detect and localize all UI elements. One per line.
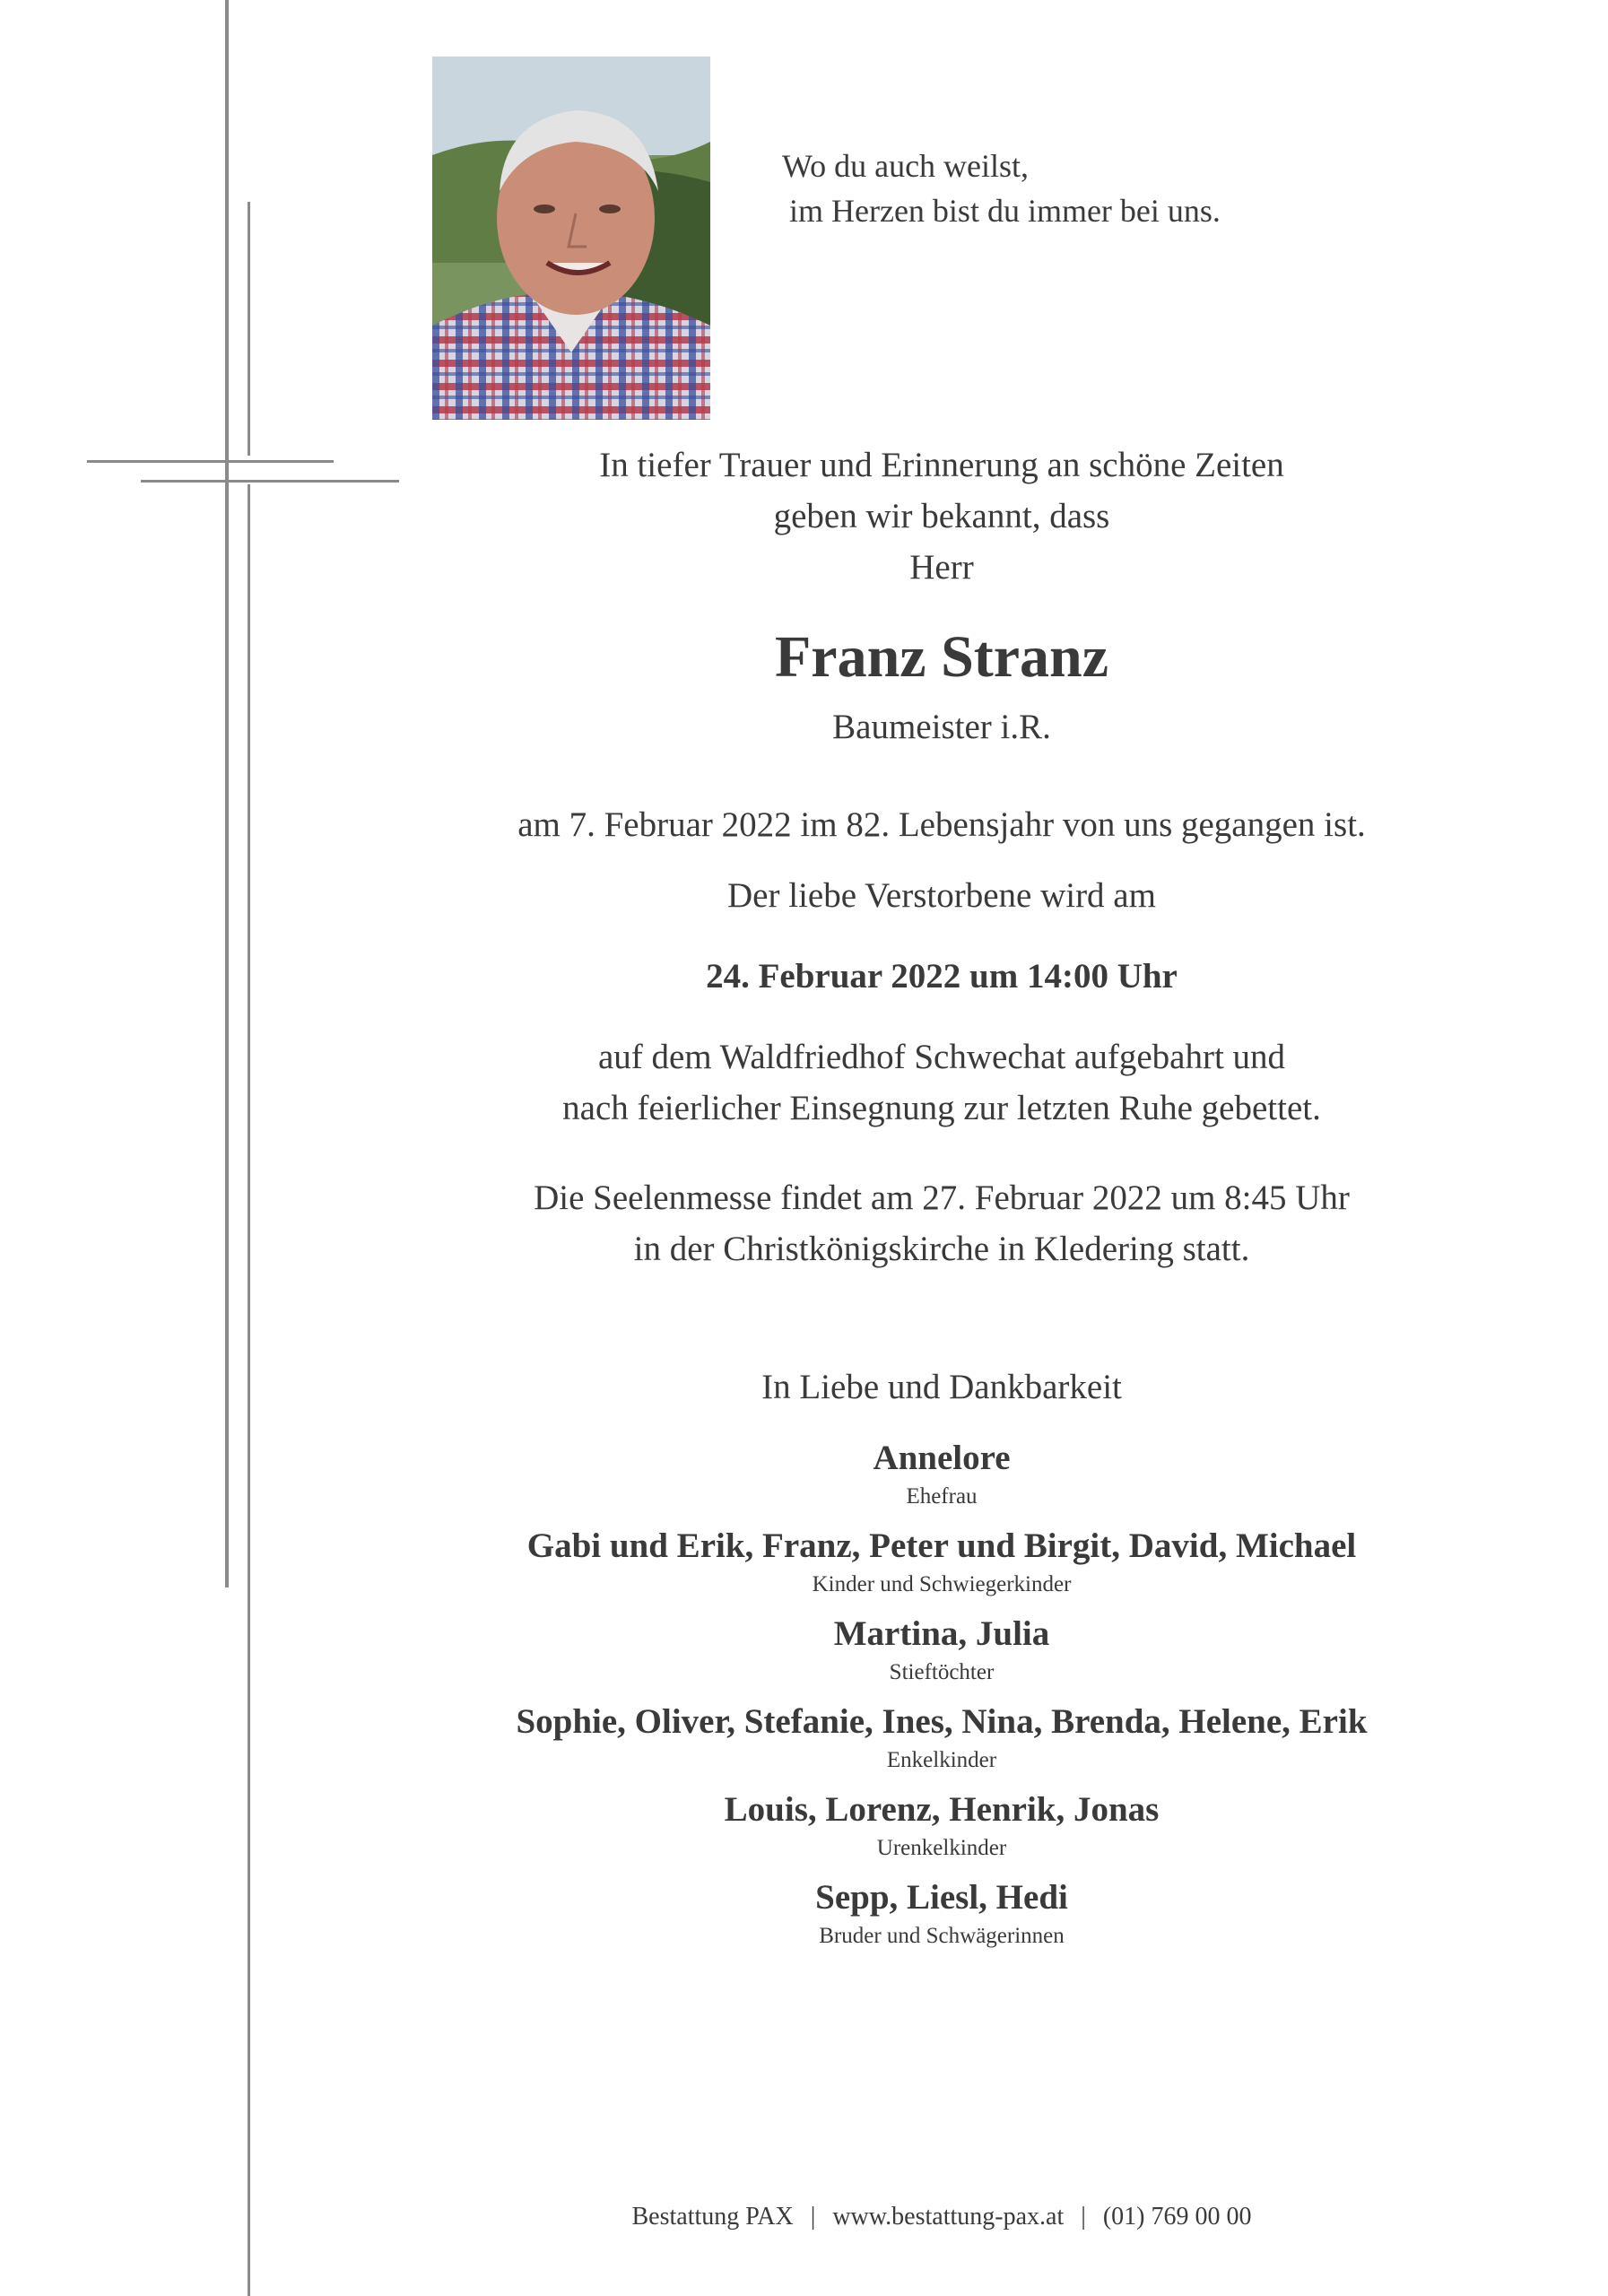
motto bbox=[782, 144, 1221, 233]
cross-beam-lower bbox=[141, 480, 399, 483]
footer-phone[interactable]: (01) 769 00 00 bbox=[1102, 2203, 1252, 2231]
deceased-name: Franz Stranz bbox=[774, 624, 1109, 690]
funeral-line-2: nach feierlicher Einsegnung zur letzten Ruhe gebettet. bbox=[562, 1089, 1321, 1127]
family-names: Sepp, Liesl, Hedi bbox=[815, 1878, 1068, 1917]
family-list bbox=[395, 1433, 1489, 1950]
family-names: Sophie, Oliver, Stefanie, Ines, Nina, Brenda, Helene, Erik bbox=[516, 1702, 1368, 1741]
cross-beam-upper bbox=[87, 460, 334, 463]
funeral-datetime: 24. Februar 2022 um 14:00 Uhr bbox=[706, 957, 1178, 996]
mass-line-2: in der Christkönigskirche in Kledering statt. bbox=[633, 1230, 1250, 1268]
footer-website[interactable]: www.bestattung-pax.at bbox=[832, 2203, 1065, 2231]
family-relation: Urenkelkinder bbox=[876, 1836, 1007, 1860]
family-relation: Bruder und Schwägerinnen bbox=[819, 1924, 1065, 1948]
footer-separator: | bbox=[1081, 2203, 1086, 2231]
family-names: Louis, Lorenz, Henrik, Jonas bbox=[724, 1790, 1160, 1829]
portrait-photo bbox=[432, 57, 710, 420]
cross-lower-vertical bbox=[248, 484, 250, 2296]
motto-line-1: Wo du auch weilst, bbox=[782, 148, 1030, 184]
closing-line: In Liebe und Dankbarkeit bbox=[761, 1368, 1122, 1406]
family-relation: Ehefrau bbox=[906, 1484, 978, 1509]
funeral-intro: Der liebe Verstorbene wird am bbox=[727, 876, 1156, 915]
deceased-title: Baumeister i.R. bbox=[832, 708, 1051, 746]
mass-line-1: Die Seelenmesse findet am 27. Februar 2022 um 8:45 Uhr bbox=[534, 1178, 1350, 1217]
family-entry bbox=[395, 1785, 1489, 1862]
family-names: Martina, Julia bbox=[833, 1614, 1050, 1653]
family-names: Gabi und Erik, Franz, Peter und Birgit, David, Michael bbox=[526, 1526, 1357, 1565]
footer bbox=[395, 2201, 1489, 2233]
intro-block bbox=[395, 439, 1489, 593]
family-relation: Stieftöchter bbox=[889, 1660, 995, 1684]
family-relation: Kinder und Schwiegerkinder bbox=[812, 1572, 1072, 1596]
family-entry bbox=[395, 1433, 1489, 1510]
footer-separator: | bbox=[810, 2203, 816, 2231]
family-entry bbox=[395, 1521, 1489, 1598]
family-relation: Enkelkinder bbox=[886, 1748, 997, 1772]
funeral-details bbox=[395, 1031, 1489, 1134]
family-names: Annelore bbox=[873, 1439, 1011, 1477]
cross-long-vertical bbox=[225, 0, 229, 1587]
intro-line-2: geben wir bekannt, dass bbox=[773, 497, 1110, 535]
mass-details bbox=[395, 1172, 1489, 1274]
funeral-line-1: auf dem Waldfriedhof Schwechat aufgebahrt und bbox=[597, 1038, 1286, 1076]
family-entry bbox=[395, 1873, 1489, 1950]
footer-company: Bestattung PAX bbox=[631, 2203, 794, 2231]
death-line: am 7. Februar 2022 im 82. Lebensjahr von uns gegangen ist. bbox=[517, 805, 1366, 844]
intro-line-3: Herr bbox=[909, 548, 974, 587]
cross-upper-vertical bbox=[248, 202, 250, 456]
family-entry bbox=[395, 1697, 1489, 1774]
intro-line-1: In tiefer Trauer und Erinnerung an schöne Zeiten bbox=[599, 446, 1284, 484]
family-entry bbox=[395, 1609, 1489, 1686]
motto-line-2: im Herzen bist du immer bei uns. bbox=[789, 193, 1221, 229]
